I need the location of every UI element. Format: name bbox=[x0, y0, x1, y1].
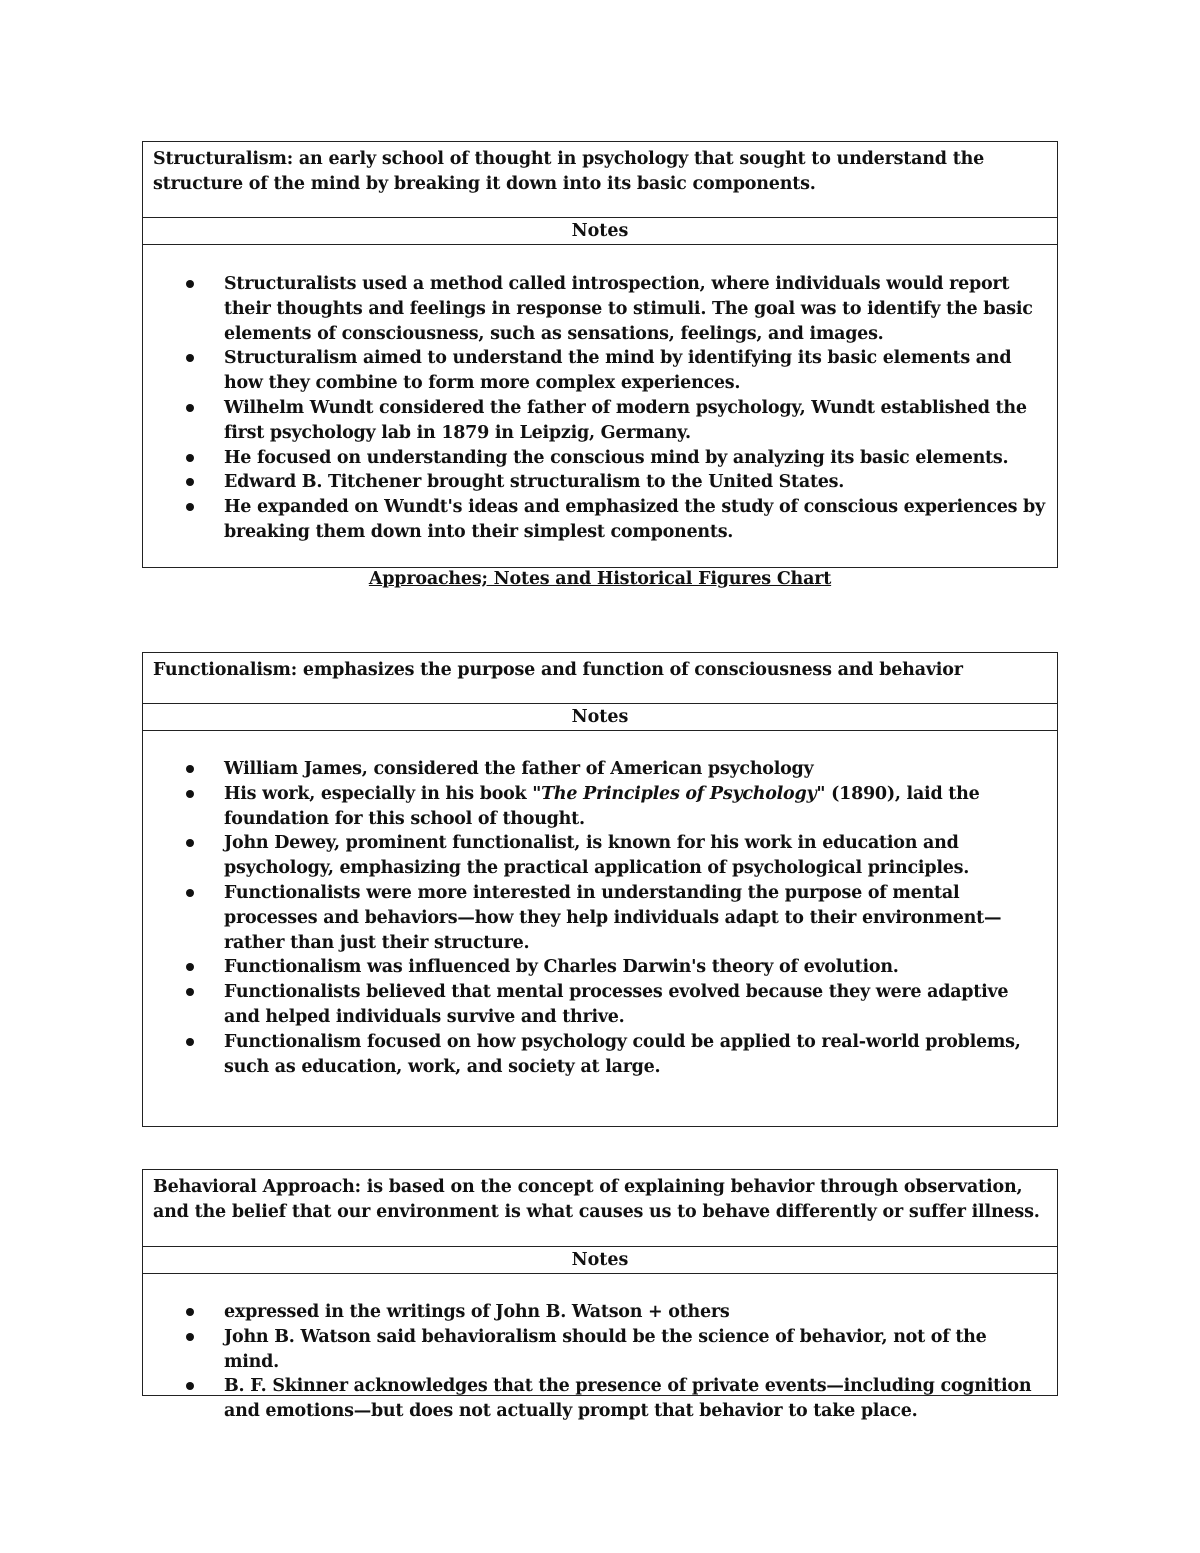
list-item: Structuralism aimed to understand the mind by identifying its basic elements and how they combine to form more complex experiences. bbox=[143, 346, 1047, 396]
list-item: expressed in the writings of John B. Watson + others bbox=[143, 1300, 1047, 1325]
behavioral-table bbox=[142, 1169, 1058, 1422]
structuralism-definition: Structuralism: an early school of thought in psychology that sought to understand the structure of the mind by breaking it down into its basic components. bbox=[143, 142, 1057, 218]
bullet-icon bbox=[186, 503, 194, 511]
list-item: He focused on understanding the conscious mind by analyzing its basic elements. bbox=[143, 446, 1047, 471]
list-item: William James, considered the father of American psychology bbox=[143, 757, 1047, 782]
list-item: John Dewey, prominent functionalist, is known for his work in education and psychology, emphasizing the practical application of psychological principles. bbox=[143, 831, 1047, 881]
bullet-icon bbox=[186, 790, 194, 798]
chart-caption: Approaches; Notes and Historical Figures Chart bbox=[368, 569, 832, 589]
bullet-icon bbox=[186, 963, 194, 971]
list-item: Structuralists used a method called introspection, where individuals would report their thoughts and feelings in response to stimuli. The goal was to identify the basic elements of consciousness, such as sensations, feelings, and images. bbox=[143, 272, 1047, 346]
bullet-icon bbox=[186, 1333, 194, 1341]
bullet-icon bbox=[186, 404, 194, 412]
list-item: His work, especially in his book "The Principles of Psychology" (1890), laid the foundation for this school of thought. bbox=[143, 782, 1047, 832]
bullet-icon bbox=[186, 1308, 194, 1316]
list-item: John B. Watson said behavioralism should be the science of behavior, not of the mind. bbox=[143, 1325, 1047, 1375]
bullet-icon bbox=[186, 889, 194, 897]
behavioral-notes-label: Notes bbox=[143, 1247, 1057, 1274]
behavioral-notes bbox=[143, 1274, 1057, 1424]
behavioral-definition-line-2: and the belief that our environment is what causes us to behave differently or suffer illness. bbox=[153, 1202, 1040, 1222]
behavioral-definition bbox=[143, 1170, 1057, 1247]
bullet-icon bbox=[186, 839, 194, 847]
bullet-icon bbox=[186, 988, 194, 996]
book-title: "The Principles of Psychology" bbox=[532, 783, 826, 804]
behavioral-definition-line-1: Behavioral Approach: is based on the concept of explaining behavior through observation, bbox=[153, 1177, 1023, 1197]
list-item: Functionalism was influenced by Charles Darwin's theory of evolution. bbox=[143, 955, 1047, 980]
list-item: Functionalists believed that mental processes evolved because they were adaptive and helped individuals survive and thrive. bbox=[143, 980, 1047, 1030]
bullet-icon bbox=[186, 1038, 194, 1046]
list-item: Wilhelm Wundt considered the father of modern psychology, Wundt established the first psychology lab in 1879 in Leipzig, Germany. bbox=[143, 396, 1047, 446]
structuralism-table bbox=[142, 141, 1058, 568]
structuralism-notes-label: Notes bbox=[143, 218, 1057, 245]
bullet-icon bbox=[186, 280, 194, 288]
bullet-icon bbox=[186, 354, 194, 362]
functionalism-table bbox=[142, 652, 1058, 1127]
structuralism-notes bbox=[143, 245, 1057, 545]
bullet-icon bbox=[186, 454, 194, 462]
functionalism-notes bbox=[143, 731, 1057, 1079]
bullet-icon bbox=[186, 478, 194, 486]
list-item: Edward B. Titchener brought structuralism to the United States. bbox=[143, 470, 1047, 495]
functionalism-notes-label: Notes bbox=[143, 704, 1057, 731]
bullet-icon bbox=[186, 765, 194, 773]
bullet-icon bbox=[186, 1382, 194, 1390]
list-item: He expanded on Wundt's ideas and emphasized the study of conscious experiences by breaking them down into their simplest components. bbox=[143, 495, 1047, 545]
list-item: B. F. Skinner acknowledges that the presence of private events—including cognition and emotions—but does not actually prompt that behavior to take place. bbox=[143, 1374, 1047, 1424]
list-item: Functionalists were more interested in understanding the purpose of mental processes and behaviors—how they help individuals adapt to their environment—rather than just their structure. bbox=[143, 881, 1047, 955]
functionalism-definition: Functionalism: emphasizes the purpose and function of consciousness and behavior bbox=[143, 653, 1057, 704]
list-item: Functionalism focused on how psychology could be applied to real-world problems, such as education, work, and society at large. bbox=[143, 1030, 1047, 1080]
